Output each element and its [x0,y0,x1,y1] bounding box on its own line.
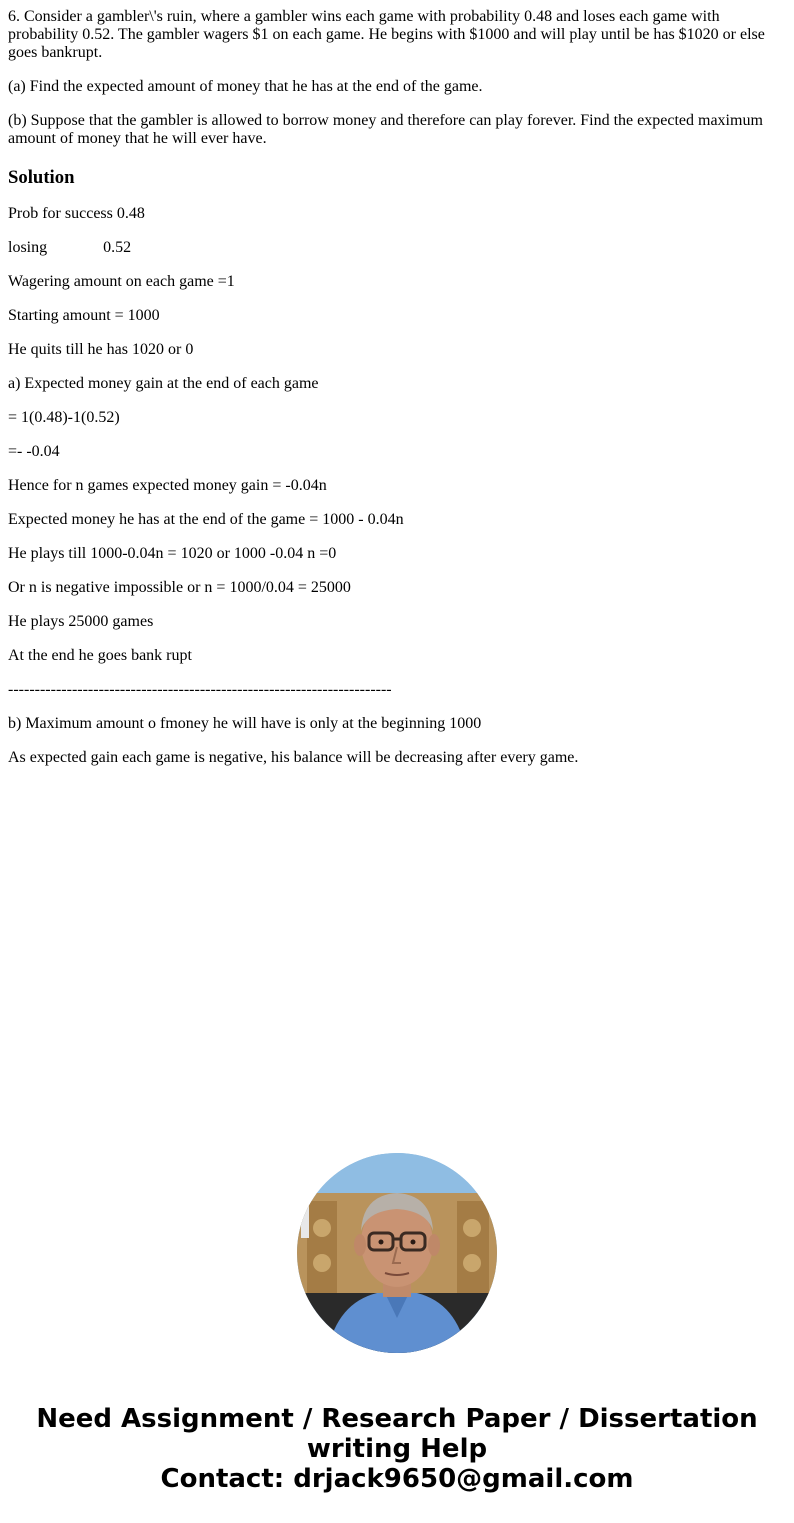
solution-heading: Solution [8,167,75,188]
tutor-portrait-image [297,1153,497,1353]
solution-line: Wagering amount on each game =1 [8,273,235,290]
document-body [8,8,778,783]
solution-line: Or n is negative impossible or n = 1000/0.04 = 25000 [8,579,351,596]
solution-line: a) Expected money gain at the end of each game [8,375,319,392]
solution-line: b) Maximum amount o fmoney he will have is only at the beginning 1000 [8,715,482,732]
question-part-b: (b) Suppose that the gambler is allowed to borrow money and therefore can play forever. Find the expected maximum amount of money that he will ever have. [8,112,763,147]
solution-line: At the end he goes bank rupt [8,647,192,664]
solution-line: As expected gain each game is negative, his balance will be decreasing after every game. [8,749,579,766]
promo-banner [0,1404,794,1494]
solution-line: losing 0.52 [8,239,132,256]
solution-line: He plays 25000 games [8,613,154,630]
question-intro: 6. Consider a gambler\'s ruin, where a gambler wins each game with probability 0.48 and loses each game with probability 0.52. The gambler wagers $1 on each game. He begins with $1000 and will play until be has $1020 or else goes bankrupt. [8,8,765,61]
solution-line: =- -0.04 [8,443,60,460]
solution-divider: ------------------------------------------------------------------------ [8,681,392,698]
promo-line-1: Need Assignment / Research Paper / Dissertation [36,1404,758,1434]
solution-line: Expected money he has at the end of the game = 1000 - 0.04n [8,511,404,528]
solution-line: = 1(0.48)-1(0.52) [8,409,120,426]
solution-line: He plays till 1000-0.04n = 1020 or 1000 -0.04 n =0 [8,545,337,562]
tutor-avatar [297,1153,497,1353]
promo-line-2: writing Help [306,1434,488,1464]
solution-line: Starting amount = 1000 [8,307,160,324]
solution-line: Hence for n games expected money gain = -0.04n [8,477,327,494]
question-part-a: (a) Find the expected amount of money that he has at the end of the game. [8,78,483,95]
solution-lines [8,205,778,767]
solution-line: Prob for success 0.48 [8,205,145,222]
promo-contact: Contact: drjack9650@gmail.com [160,1464,634,1494]
solution-line: He quits till he has 1020 or 0 [8,341,194,358]
